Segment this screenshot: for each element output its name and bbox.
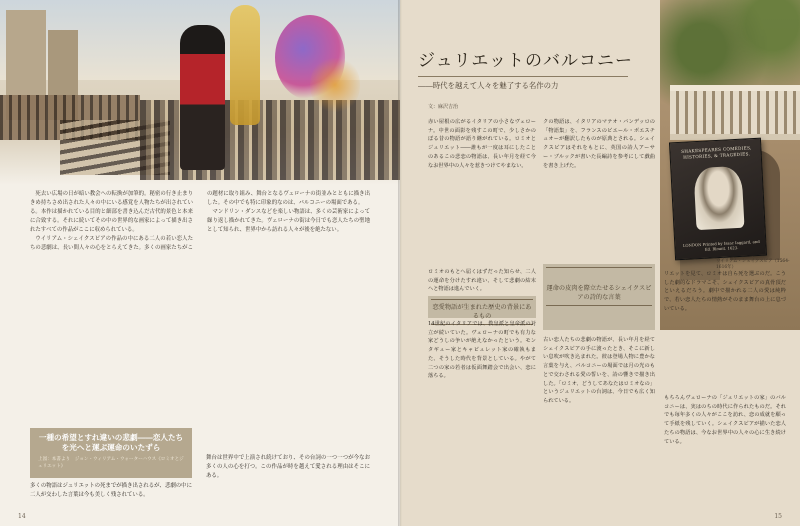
page-number: 15: [774, 513, 782, 520]
book-title: SHAKESPEARES COMEDIES, HISTORIES, & TRAGEDIES.: [681, 145, 752, 160]
paragraph: マンドリン・ダンスなどを楽しい物語は、多くの芸術家によって繰り返し描かれてきた。ヴェローナの街は今日でも恋人たちの聖地として知られ、世界中から訪れる人々が後を絶たない。: [207, 209, 370, 233]
article-title-block: [418, 50, 648, 91]
first-folio-photo: [669, 138, 767, 261]
byline: 文：麻沢吉治: [428, 104, 459, 110]
text-column: もちろんヴェローナの「ジュリエットの家」のバルコニーは、実はのちの時代に作られたものだ。それでも毎年多くの人々がここを訪れ、恋の成就を願って手紙を残していく。シェイクスピアが描いた恋人たちの物語は、今なお世界中の人々の心に生き続けている。: [664, 395, 786, 445]
text-column: ロミオのもとへ届くはずだった知らせ、二人の運命を分けたすれ違い、そして悲劇の結末へと物語は進んでいく。: [428, 269, 536, 293]
section-heading-box: [428, 296, 536, 318]
callout-caption: 上図：本書より ジョン・ウィリアム・ウォーターハウス《ロミオとジュリエット》: [38, 457, 184, 469]
paragraph: ウイリアム・シェイクスピアの作品の中にある二人の若い恋人たちの悲劇は、長い間人々の心をとらえてきた。多くの画家たちがこの題材に取り組み、舞台となるヴェローナの街並みとともに描き出した。その中でも特に印象的なのは、バルコニーの場面である。: [30, 191, 370, 251]
text-column: クの物語は、イタリアのマテオ・バンデッロの「物語集」を、フランスのピエール・ボエスチュオーが翻訳したものが原典とされる。シェイクスピアはそれをもとに、英国の詩人アーサー・ブルックが書いた長編詩を参考にして戯曲を書き上げた。: [543, 119, 655, 169]
left-lower-text-2: 舞台は世界中で上演され続けており、その台詞の一つ一つが今なお多くの人の心を打つ。この作品が時を越えて愛される理由はそこにある。: [206, 455, 370, 479]
illustration-collage: [0, 0, 400, 185]
callout-heading: 一種の希望とすれ違いの悲劇――恋人たちを光へと運ぶ運命のいたずら: [38, 433, 184, 452]
text-column: 古い恋人たちの悲劇の物語が、長い年月を経てシェイクスピアの手に渡ったとき、そこに新しい息吹が吹き込まれた。彼は登場人物に豊かな言葉を与え、バルコニーの場面では月の光のもとで交わされる愛の誓いを、詩の響きで描き出した。「ロミオ、どうしてあなたはロミオなの」というジュリエットの台詞は、今日でも広く知られている。: [543, 337, 655, 404]
title-rule: [418, 76, 628, 77]
photo-caption: ウイリアム・シェイクスピア（1564-1616年）: [716, 259, 790, 270]
gutter-shadow: [398, 0, 402, 526]
text-column: 14世紀のイタリアでは、教皇派と皇帝派の対立が続いていた。ヴェローナの町でも有力な家どうしの争いが絶えなかったという。モンタギュー家とキャピュレット家の確執もまた、そうした時代を背景としている。やがて二つの家の若者は仮面舞踏会で出会い、恋に落ちる。: [428, 321, 536, 380]
paragraph: 死去い広場の日が暗い教会への転換が加筆的。秘密の行き止まりきめ持ちさめ出された人々の中にいる感覚を人物たちが出されている。本作は描かれている目的と細部を書き込んだ古代的景色と本来に合致する。それに続いてその中の世界的な画家によって描き出されたすべての作品がここに収められている。: [30, 191, 193, 233]
text-column: 赤い屋根の広がるイタリアの小さなヴェローナ。中世の面影を残すこの町で、少しさかのぼる昔の物語が語り継がれている。ロミオとジュリエット――誰もが一度は耳にしたことのあるこの悲恋の物語は、長い年月を経て今なお世界中の人々を惹きつけてやまない。: [428, 119, 536, 169]
article-subtitle: ――時代を越えて人々を魅了する名作の力: [418, 81, 559, 90]
book-imprint: LONDON Printed by Isaac Iaggard, and Ed. Blount. 1623.: [682, 238, 760, 252]
section-heading-box: [543, 264, 655, 330]
section-heading: 運命の皮肉を際立たせるシェイクスピアの詩的な言葉: [546, 267, 652, 306]
article-title: ジュリエットのバルコニー: [418, 51, 633, 71]
section-heading: 恋愛物語が生まれた歴史の背景にあるもの: [431, 299, 533, 325]
left-lower-text: 多くの物語はジュリエットの死までが描き出されるが、悲劇の中に二人が交わした言葉は今も美しく残されている。: [30, 483, 192, 498]
portrait: [693, 166, 744, 230]
page-number: 14: [18, 513, 26, 520]
callout-box: [30, 428, 192, 478]
text-column: リエットを見て、ロミオは自ら死を選ぶのだ。こうした劇的なドラマこそ、シェイクスピアの真骨頂だといえるだろう。劇中で描かれる二人の愛は純粋で、若い恋人たちの情熱がそのまま舞台の上に息づいている。: [664, 271, 786, 312]
